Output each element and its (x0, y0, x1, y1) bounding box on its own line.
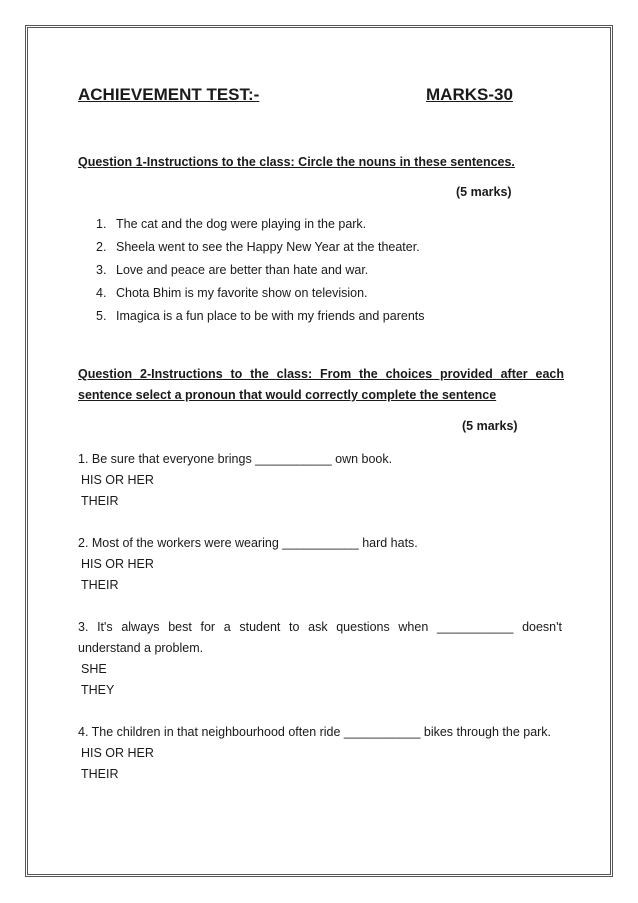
list-item: 1. The cat and the dog were playing in the park. (96, 217, 367, 231)
list-item: 4. Chota Bhim is my favorite show on television. (96, 286, 368, 300)
question-2-heading: Question 2-Instructions to the class: From the choices provided after each sentence select a pronoun that would correctly complete the sentence (78, 367, 564, 402)
question-1-list (96, 213, 425, 328)
answer-option: HIS OR HER (81, 473, 154, 487)
question-stem: 4. The children in that neighbourhood often ride ___________ bikes through the park. (78, 725, 552, 739)
question-stem: 1. Be sure that everyone brings ___________ own book. (78, 452, 393, 466)
answer-option: THEIR (81, 494, 119, 508)
answer-option: THEY (81, 683, 115, 697)
test-title: ACHIEVEMENT TEST:- (78, 85, 260, 104)
answer-option: THEIR (81, 767, 119, 781)
question-2-item (78, 449, 562, 512)
question-stem: 2. Most of the workers were wearing ___________ hard hats. (78, 536, 418, 550)
question-2-item (78, 617, 562, 701)
question-2-item (78, 722, 562, 785)
answer-option: HIS OR HER (81, 746, 154, 760)
answer-option: HIS OR HER (81, 557, 154, 571)
question-2-item (78, 533, 562, 596)
list-item: 5. Imagica is a fun place to be with my friends and parents (96, 309, 425, 323)
answer-option: SHE (81, 662, 107, 676)
answer-option: THEIR (81, 578, 119, 592)
test-header (78, 85, 538, 109)
question-1-heading: Question 1-Instructions to the class: Circle the nouns in these sentences. (78, 155, 515, 169)
total-marks: MARKS-30 (426, 85, 513, 104)
question-1-marks: (5 marks) (456, 185, 512, 199)
question-2-marks: (5 marks) (462, 419, 518, 433)
list-item: 2. Sheela went to see the Happy New Year at the theater. (96, 240, 420, 254)
question-stem: 3. It's always best for a student to ask questions when ___________ doesn't understand a problem. (78, 620, 562, 655)
list-item: 3. Love and peace are better than hate and war. (96, 263, 369, 277)
